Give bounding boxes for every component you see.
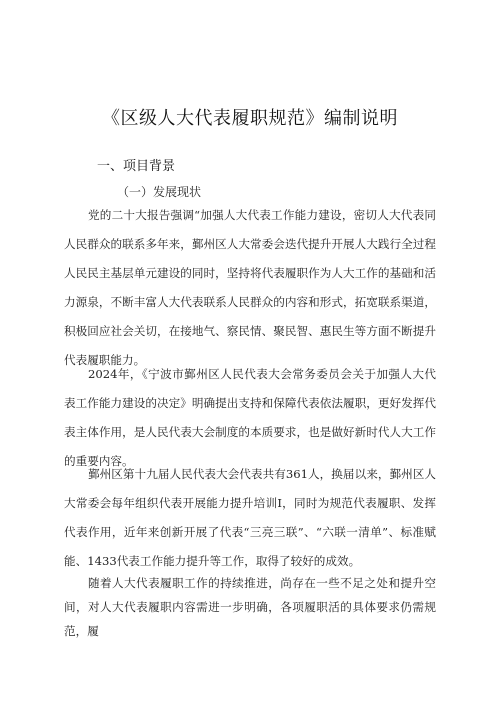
paragraph-1	[64, 201, 436, 375]
paragraph-2-text: 2024年，《宁波市鄞州区人民代表大会常务委员会关于加强人大代表工作能力建设的决定》明确提出支持和保障代表依法履职，更好发挥代表主体作用，是人民代表大会制度的本质要求，也是做好新时代人大工作的重要内容。	[64, 367, 436, 468]
paragraph-1-text: 党的二十大报告强调“加强人大代表工作能力建设，密切人大代表同人民群众的联系多年来，鄞州区人大常委会迭代提升开展人大践行全过程人民民主基层单元建设的同时，坚持将代表履职作为人大工作的基础和活力源泉，不断丰富人大代表联系人民群众的内容和形式，拓宽联系渠道，积极回应社会关切，在接地气、察民情、聚民智、惠民生等方面不断提升代表履职能力。	[64, 208, 436, 367]
paragraph-3	[64, 460, 436, 576]
document-title: 《区级人大代表履职规范》编制说明	[102, 108, 398, 129]
paragraph-3-text: 鄞州区第十九届人民代表大会代表共有361人，换届以来，鄞州区人大常委会每年组织代表开展能力提升培训I，同时为规范代表履职、发挥代表作用，近年来创新开展了代表“三亮三联”、“六联一清单”、标准赋能、1433代表工作能力提升等工作，取得了较好的成效。	[64, 467, 436, 568]
paragraph-4	[64, 571, 436, 643]
subsection-heading-development-status: （一）发展现状	[117, 185, 202, 199]
paragraph-4-text: 随着人大代表履职工作的持续推进，尚存在一些不足之处和提升空间，对人大代表履职内容需进一步明确，各项履职活的具体要求仍需规范，履	[64, 576, 436, 638]
paragraph-2	[64, 360, 436, 476]
section-heading-project-background: 一、项目背景	[97, 159, 176, 174]
